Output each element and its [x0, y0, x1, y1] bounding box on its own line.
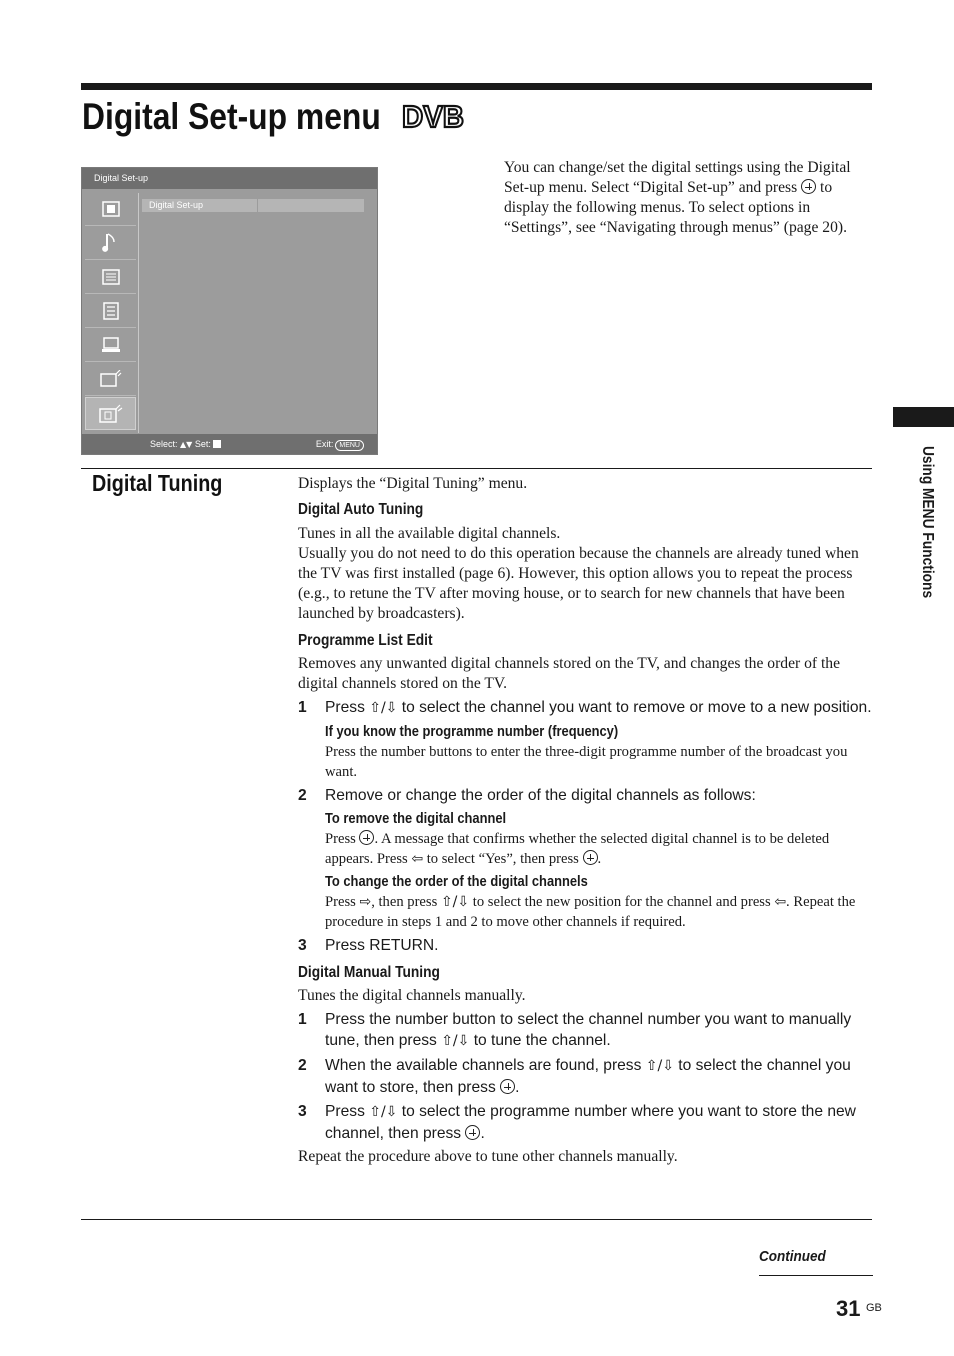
continued-label: Continued: [759, 1248, 826, 1265]
dvb-logo: [402, 100, 466, 132]
analogue-setup-icon: [85, 363, 136, 396]
enter-button-icon: [359, 830, 374, 845]
screen-icon: [85, 261, 136, 294]
manual-tuning-step-2: 2 When the available channels are found, press ⇧/⇩ to select the channel you want to store, then press .: [298, 1057, 851, 1096]
tv-menu-divider: [138, 193, 139, 433]
tv-menu-item-split: [257, 199, 258, 212]
title-wrap: [82, 92, 429, 142]
pc-icon: [85, 329, 136, 362]
list-edit-heading: Programme List Edit: [298, 632, 433, 649]
right-arrow-icon: ⇨: [359, 894, 372, 910]
intro-text: You can change/set the digital settings using the Digital Set-up menu. Select “Digital Set-up” and press to display the following menus. To select options in “Settings”, see “Navigating through menus” (page 20).: [504, 159, 851, 236]
tv-menu-item-digital-setup: Digital Set-up: [142, 199, 364, 212]
manual-tuning-step-1: 1 Press the number button to select the channel number you want to manually tune, then press ⇧/⇩ to tune the channel.: [298, 1011, 852, 1049]
sub-heading-change-order: To change the order of the digital channels: [325, 873, 588, 890]
side-tab-marker: [893, 407, 954, 427]
sound-icon: [85, 227, 136, 260]
menu-key-icon: MENU: [335, 440, 364, 451]
updown-arrow-icon: ⇧/⇩: [440, 894, 470, 910]
enter-button-icon: [500, 1079, 515, 1094]
tv-menu-footer: [82, 434, 377, 454]
section-rule: [81, 468, 872, 469]
updown-arrow-icon: ▲▼: [180, 440, 193, 449]
updown-arrow-icon: ⇧/⇩: [645, 1058, 674, 1074]
section-desc: Displays the “Digital Tuning” menu.: [298, 475, 528, 492]
page-number: 31: [836, 1296, 861, 1321]
tv-menu-icon-bar: [85, 193, 136, 433]
updown-arrow-icon: ⇧/⇩: [441, 1033, 470, 1049]
tv-menu-screenshot: [81, 167, 378, 455]
sub-text-remove-channel: Press . A message that confirms whether the selected digital channel is to be deleted appears. Press ⇦ to select “Yes”, then press .: [325, 831, 830, 867]
dvb-logo-text: DVB: [402, 100, 464, 132]
auto-tuning-heading: Digital Auto Tuning: [298, 501, 424, 518]
list-edit-step-3: 3 Press RETURN.: [298, 937, 439, 954]
tv-menu-header: Digital Set-up: [82, 168, 377, 189]
sub-heading-remove-channel: To remove the digital channel: [325, 810, 507, 827]
picture-icon: [85, 193, 136, 226]
page-title: Digital Set-up menu: [82, 96, 381, 137]
tv-menu-footer-exit: Exit: MENU: [316, 439, 364, 451]
sub-text-change-order: Press ⇨, then press ⇧/⇩ to select the new position for the channel and press ⇦. Repeat the procedure in steps 1 and 2 to move other channels if required.: [325, 894, 856, 930]
list-edit-text: Removes any unwanted digital channels stored on the TV, and changes the order of the digital channels stored on the TV.: [298, 655, 841, 692]
enter-button-icon: [583, 850, 598, 865]
left-arrow-icon: ⇦: [774, 894, 787, 910]
top-rule: [81, 83, 872, 90]
setup-icon: [85, 295, 136, 328]
sub-text-programme-number: Press the number buttons to enter the three-digit programme number of the broadcast you want.: [325, 744, 848, 780]
list-edit-step-1: 1 Press ⇧/⇩ to select the channel you want to remove or move to a new position.: [298, 699, 872, 716]
updown-arrow-icon: ⇧/⇩: [369, 1104, 398, 1120]
auto-tuning-text1: Tunes in all the available digital channels.: [298, 525, 561, 542]
enter-button-icon: [801, 179, 816, 194]
manual-tuning-text: Tunes the digital channels manually.: [298, 987, 526, 1004]
enter-button-icon: [465, 1125, 480, 1140]
left-arrow-icon: ⇦: [411, 851, 424, 867]
auto-tuning-text2: Usually you do not need to do this operation because the channels are already tuned when the TV was first installed (page 6). However, this option allows you to repeat the process (e.g., to retune the TV after moving house, or to search for new channels that have been launched by broadcasters).: [298, 545, 859, 622]
manual-tuning-heading: Digital Manual Tuning: [298, 964, 440, 981]
updown-arrow-icon: ⇧/⇩: [369, 700, 398, 716]
manual-tuning-closing: Repeat the procedure above to tune other channels manually.: [298, 1148, 678, 1165]
tv-menu-footer-select: Select: ▲▼ Set:: [150, 439, 221, 449]
list-edit-step-2: 2 Remove or change the order of the digital channels as follows:: [298, 787, 756, 804]
section-title: Digital Tuning: [92, 470, 223, 496]
main-content: [298, 474, 872, 1167]
manual-tuning-step-3: 3 Press ⇧/⇩ to select the programme number where you want to store the new channel, then press .: [298, 1103, 856, 1142]
continued-rule: [759, 1275, 873, 1276]
digital-setup-icon: [85, 397, 136, 430]
sub-heading-programme-number: If you know the programme number (frequency): [325, 723, 619, 740]
page-suffix: GB: [866, 1302, 882, 1314]
plus-box-icon: [213, 440, 221, 448]
bottom-rule: [81, 1219, 872, 1220]
side-label: Using MENU Functions: [919, 446, 936, 599]
